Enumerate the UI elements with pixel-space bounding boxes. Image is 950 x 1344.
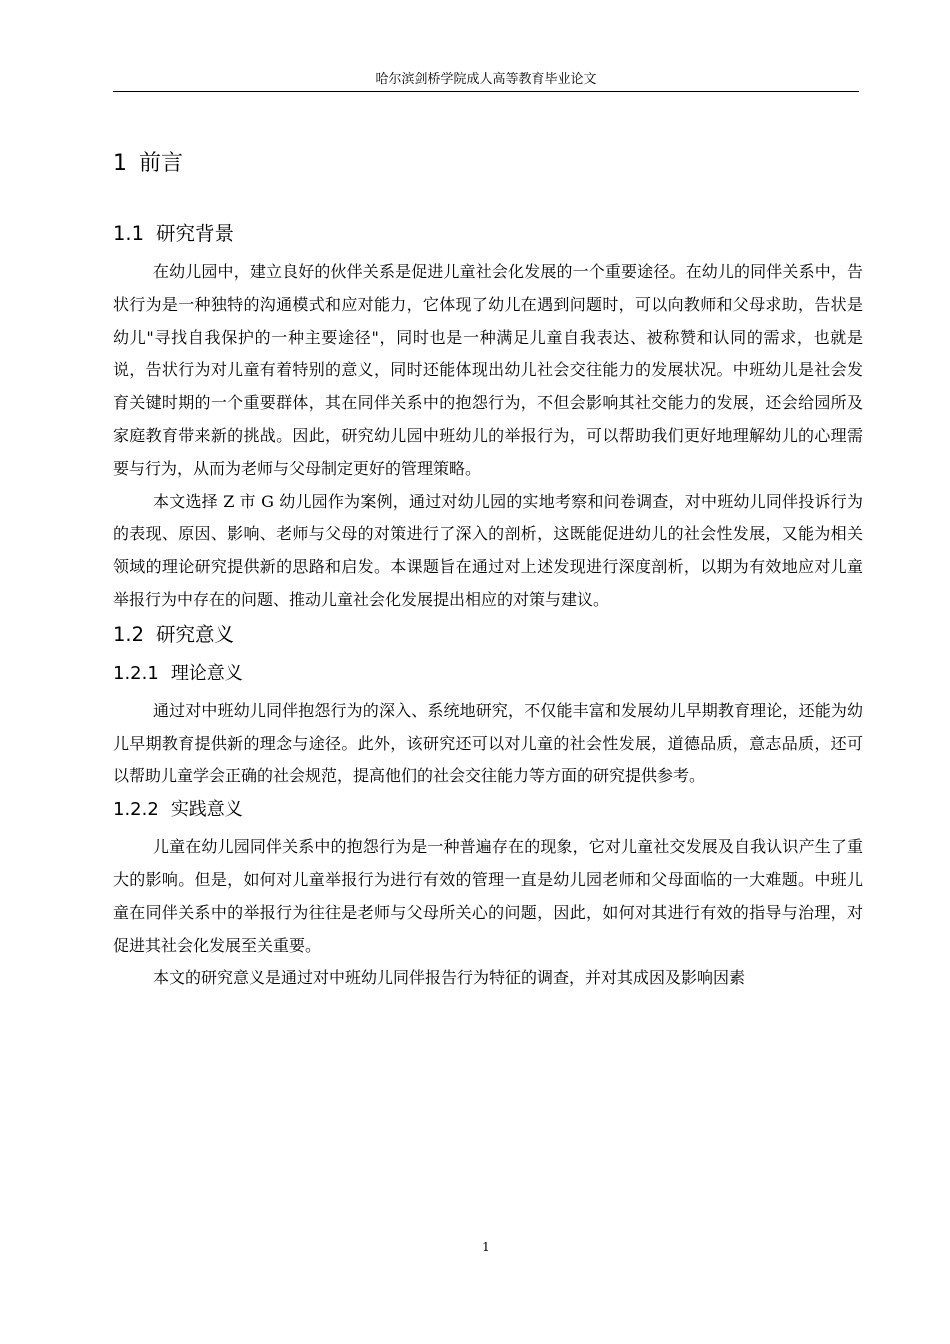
- subsection-heading-1-2-2: [113, 793, 863, 827]
- chapter-title: 前言: [139, 151, 184, 176]
- paragraph: 在幼儿园中，建立良好的伙伴关系是促进儿童社会化发展的一个重要途径。在幼儿的同伴关系中，告状行为是一种独特的沟通模式和应对能力，它体现了幼儿在遇到问题时，可以向教师和父母求助，告状是幼儿"寻找自我保护的一种主要途径"，同时也是一种满足儿童自我表达、被称赞和认同的需求，也就是说，告状行为对儿童有着特别的意义，同时还能体现出幼儿社会交往能力的发展状况。中班幼儿是社会发育关键时期的一个重要群体，其在同伴关系中的抱怨行为，不但会影响其社交能力的发展，还会给园所及家庭教育带来新的挑战。因此，研究幼儿园中班幼儿的举报行为，可以帮助我们更好地理解幼儿的心理需要与行为，从而为老师与父母制定更好的管理策略。: [113, 262, 863, 478]
- paragraph: 本文选择 Z 市 G 幼儿园作为案例，通过对幼儿园的实地考察和问卷调查，对中班幼儿同伴投诉行为的表现、原因、影响、老师与父母的对策进行了深入的剖析，这既能促进幼儿的社会性发展，又能为相关领域的理论研究提供新的思路和启发。本课题旨在通过对上述发现进行深度剖析，以期为有效地应对儿童举报行为中存在的问题、推动儿童社会化发展提出相应的对策与建议。: [113, 491, 863, 609]
- section-number: 1.1: [113, 222, 145, 245]
- section-title: 研究意义: [156, 622, 235, 646]
- section-number: 1.2: [113, 622, 145, 646]
- chapter-number: 1: [113, 151, 127, 176]
- paragraph: 儿童在幼儿园同伴关系中的抱怨行为是一种普遍存在的现象，它对儿童社交发展及自我认识产生了重大的影响。但是，如何对儿童举报行为进行有效的管理一直是幼儿园老师和父母面临的一大难题。中班儿童在同伴关系中的举报行为往往是老师与父母所关心的问题，因此，如何对其进行有效的指导与治理，对促进其社会化发展至关重要。: [113, 837, 863, 955]
- running-header: 哈尔滨剑桥学院成人高等教育毕业论文: [375, 72, 597, 87]
- chapter-heading: [113, 140, 863, 188]
- section-title: 研究背景: [156, 222, 235, 245]
- section-heading-1-2: [113, 617, 863, 653]
- spacer: [113, 188, 863, 216]
- subsection-heading-1-2-1: [113, 657, 863, 691]
- subsection-number: 1.2.2: [113, 799, 159, 821]
- subsection-title: 实践意义: [170, 799, 243, 821]
- paragraph: 通过对中班幼儿同伴抱怨行为的深入、系统地研究，不仅能丰富和发展幼儿早期教育理论，还能为幼儿早期教育提供新的理念与途径。此外，该研究还可以对儿童的社会性发展，道德品质，意志品质，还可以帮助儿童学会正确的社会规范，提高他们的社会交往能力等方面的研究提供参考。: [113, 700, 863, 786]
- section-heading-1-1: [113, 216, 863, 252]
- subsection-number: 1.2.1: [113, 662, 159, 684]
- paragraph: 本文的研究意义是通过对中班幼儿同伴报告行为特征的调查，并对其成因及影响因素: [153, 968, 746, 988]
- page-body: [113, 140, 863, 995]
- subsection-title: 理论意义: [170, 662, 243, 684]
- header-divider: [113, 91, 859, 92]
- page-number: 1: [482, 1240, 490, 1254]
